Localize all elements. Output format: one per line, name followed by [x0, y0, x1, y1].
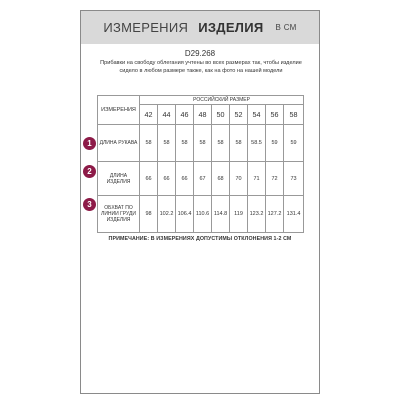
size-cell: 44: [158, 105, 176, 125]
value-cell: 119: [230, 196, 248, 233]
size-cell: 46: [176, 105, 194, 125]
product-code: D29.268: [184, 49, 216, 58]
value-cell: 123.2: [248, 196, 266, 233]
size-cell: 54: [248, 105, 266, 125]
size-cell: 42: [140, 105, 158, 125]
value-cell: 58: [212, 125, 230, 162]
size-cell: 48: [194, 105, 212, 125]
badge-2: 2: [83, 165, 96, 178]
table-row: [98, 125, 304, 162]
title-measurements: ИЗМЕРЕНИЯ: [103, 20, 189, 35]
table-row: [98, 196, 304, 233]
table-row: [98, 162, 304, 196]
value-cell: 70: [230, 162, 248, 196]
size-cell: 50: [212, 105, 230, 125]
value-cell: 59: [284, 125, 304, 162]
title-product: ИЗДЕЛИЯ: [198, 20, 264, 35]
value-cell: 58: [140, 125, 158, 162]
tolerance-note: ПРИМЕЧАНИЕ: В ИЗМЕРЕНИЯХ ДОПУСТИМЫ ОТКЛОНЕНИЯ 1-2 СМ: [108, 236, 292, 242]
corner-header: ИЗМЕРЕНИЯ: [98, 96, 140, 125]
value-cell: 67: [194, 162, 212, 196]
badge-1: 1: [83, 137, 96, 150]
title-unit: В СМ: [275, 23, 297, 32]
value-cell: 73: [284, 162, 304, 196]
header-bar: [81, 11, 319, 44]
size-table: [97, 95, 304, 233]
fit-description: Прибавки на свободу облегания учтены во всех размерах так, чтобы изделие сидело в любом размере также, как на фото на нашей модели: [100, 60, 302, 74]
value-cell: 58.5: [248, 125, 266, 162]
russian-size-header: РОССИЙСКИЙ РАЗМЕР: [140, 96, 304, 105]
value-cell: 58: [176, 125, 194, 162]
value-cell: 131.4: [284, 196, 304, 233]
value-cell: 58: [230, 125, 248, 162]
value-cell: 68: [212, 162, 230, 196]
value-cell: 72: [266, 162, 284, 196]
value-cell: 114.8: [212, 196, 230, 233]
value-cell: 58: [194, 125, 212, 162]
value-cell: 66: [140, 162, 158, 196]
value-cell: 127.2: [266, 196, 284, 233]
value-cell: 98: [140, 196, 158, 233]
row-label-sleeve-length: ДЛИНА РУКАВА: [98, 125, 140, 162]
value-cell: 58: [158, 125, 176, 162]
value-cell: 102.2: [158, 196, 176, 233]
size-cell: 58: [284, 105, 304, 125]
value-cell: 66: [158, 162, 176, 196]
value-cell: 110.6: [194, 196, 212, 233]
value-cell: 71: [248, 162, 266, 196]
row-label-chest-girth: ОБХВАТ ПО ЛИНИИ ГРУДИ ИЗДЕЛИЯ: [98, 196, 140, 233]
value-cell: 59: [266, 125, 284, 162]
row-label-product-length: ДЛИНА ИЗДЕЛИЯ: [98, 162, 140, 196]
value-cell: 106.4: [176, 196, 194, 233]
badge-3: 3: [83, 198, 96, 211]
size-cell: 52: [230, 105, 248, 125]
value-cell: 66: [176, 162, 194, 196]
size-cell: 56: [266, 105, 284, 125]
